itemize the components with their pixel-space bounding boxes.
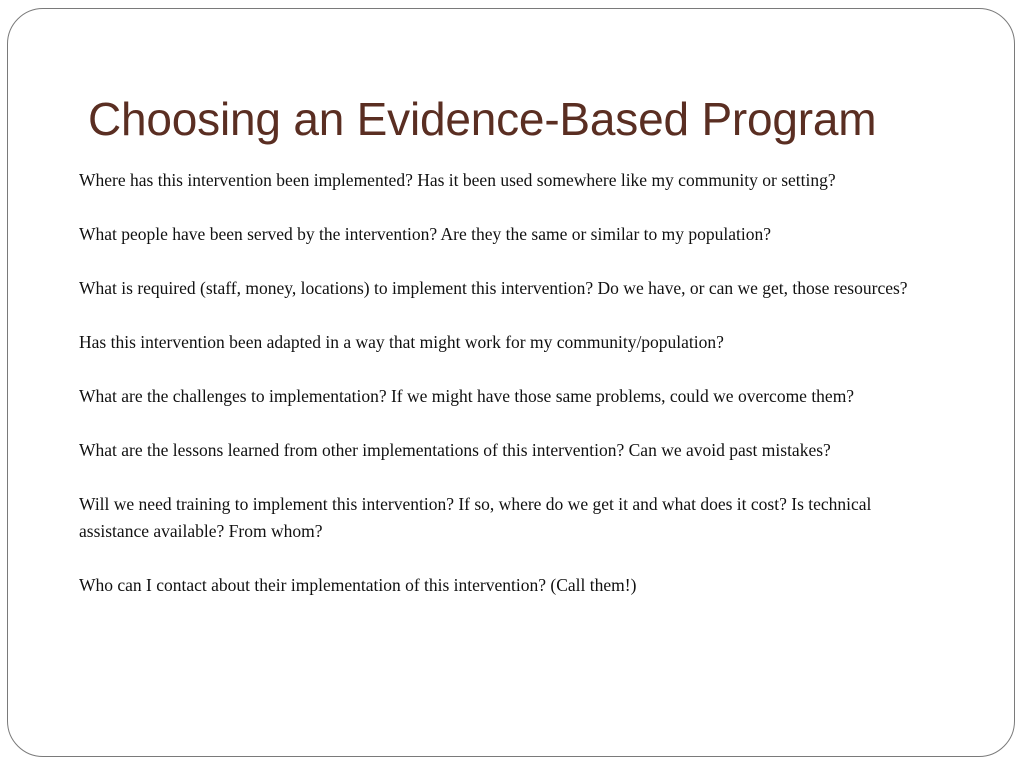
question-paragraph-4: Has this intervention been adapted in a way that might work for my community/population? [79, 332, 724, 352]
question-paragraph-5: What are the challenges to implementation? If we might have those same problems, could we overcome them? [79, 386, 855, 406]
slide-title: Choosing an Evidence-Based Program [88, 93, 877, 145]
question-paragraph-2: What people have been served by the intervention? Are they the same or similar to my population? [79, 224, 772, 244]
question-paragraph-3: What is required (staff, money, locations) to implement this intervention? Do we have, or can we get, those resources? [79, 278, 908, 298]
question-paragraph-1: Where has this intervention been implemented? Has it been used somewhere like my community or setting? [79, 170, 836, 190]
slide-body [79, 167, 939, 626]
question-paragraph-6: What are the lessons learned from other implementations of this intervention? Can we avoid past mistakes? [79, 440, 831, 460]
question-paragraph-8: Who can I contact about their implementation of this intervention? (Call them!) [79, 575, 637, 595]
question-paragraph-7: Will we need training to implement this intervention? If so, where do we get it and what does it cost? Is technical assistance available? From whom? [79, 494, 872, 541]
